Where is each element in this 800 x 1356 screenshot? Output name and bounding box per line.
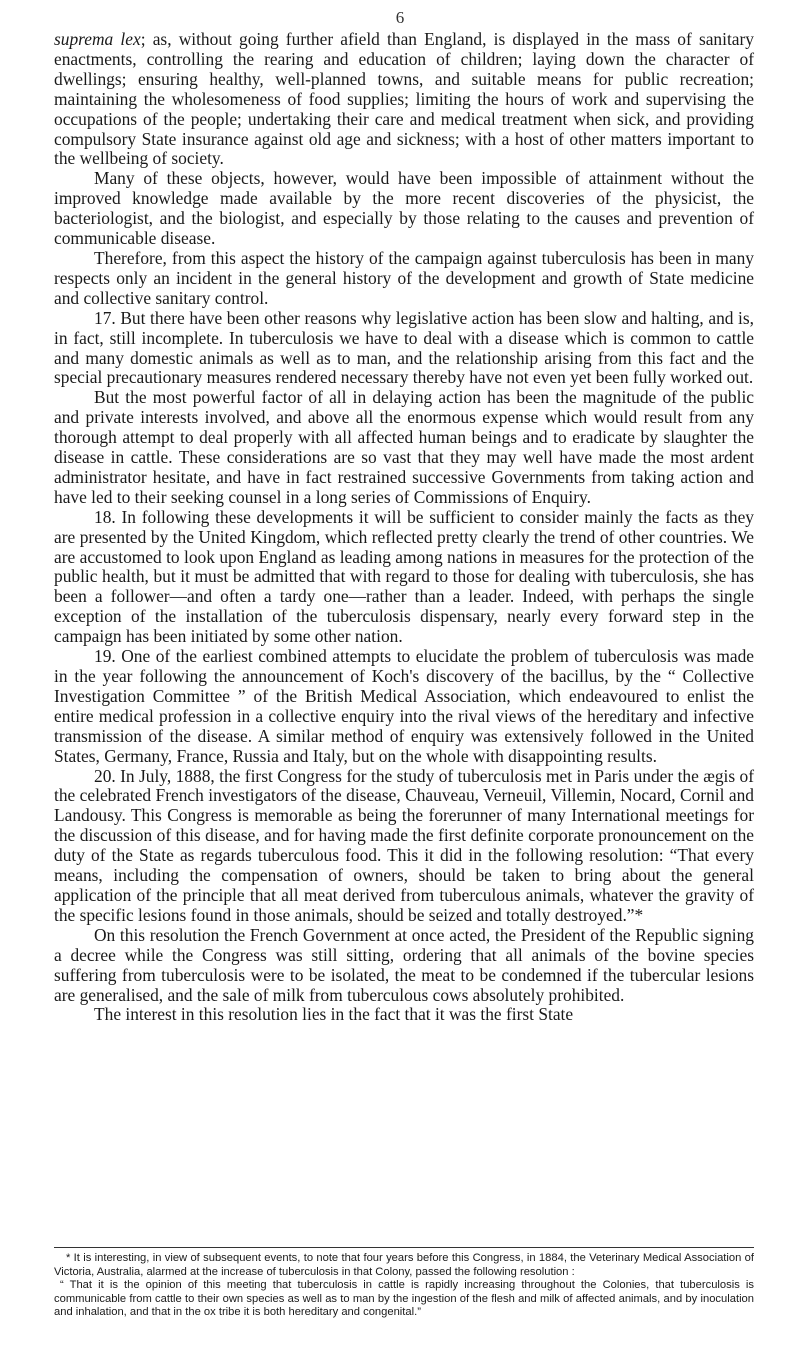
paragraph: On this resolution the French Government at once acted, the President of the Republic signing a decree while the Congress was still sitting, ordering that all animals of the bovine species suffering from tuberculosis were to be isolated, the meat to be condemned if the tubercular lesions are generalised, and the sale of milk from tuberculous cows absolutely prohibited. xyxy=(54,924,754,1005)
paragraph: 19. One of the earliest combined attempts to elucidate the problem of tuberculosis was made in the year following the announcement of Koch's discovery of the bacillus, by the “ Collective Investigation Committee ” of the British Medical Association, which endeavoured to enlist the entire medical profession in a collective enquiry into the rival views of the hereditary and infective transmission of the disease. A similar method of enquiry was extensively followed in the United States, Germany, France, Russia and Italy, but on the whole with disappointing results. xyxy=(54,646,754,766)
latin-phrase: suprema lex xyxy=(54,29,141,49)
paragraph: The interest in this resolution lies in the fact that it was the first State xyxy=(94,1004,574,1025)
paragraph: suprema lex; as, without going further afield than England, is displayed in the mass of sanitary enactments, controlling the rearing and education of children; laying down the character of dwellings; ensuring healthy, well-planned towns, and suitable means for public recreation; maintaining the wholesomeness of food supplies; limiting the hours of work and supervising the occupations of the people; undertaking their care and medical treatment when sick, and providing compulsory State insurance against old age and sickness; with a host of other matters important to the wellbeing of society. xyxy=(54,29,754,169)
paragraph: Therefore, from this aspect the history of the campaign against tuberculosis has been in many respects only an incident in the general history of the development and growth of State medicine and collective sanitary control. xyxy=(54,247,754,308)
footnote-quote: “ That it is the opinion of this meeting that tuberculosis in cattle is rapidly increasing throughout the Colonies, that tuberculosis is communicable from cattle to their own species as well as to man by the ingestion of the flesh and milk of affected animals, and by inoculation and inhalation, and that in the ox tribe it is both hereditary and congenital.” xyxy=(54,1279,754,1319)
body-text xyxy=(54,30,754,1025)
paragraph: 18. In following these developments it will be sufficient to consider mainly the facts as they are presented by the United Kingdom, which reflected pretty clearly the trend of other countries. We are accustomed to look upon England as leading among nations in measures for the protection of the public health, but it must be admitted that with regard to those for dealing with tuberculosis, she has been a follower—and often a tardy one—rather than a leader. Indeed, with perhaps the single exception of the installation of the tuberculosis dispensary, nearly every forward step in the campaign has been initiated by some other nation. xyxy=(54,506,754,647)
footnote xyxy=(54,1252,754,1320)
page-number: 6 xyxy=(395,8,405,27)
paragraph: 20. In July, 1888, the first Congress for the study of tuberculosis met in Paris under the ægis of the celebrated French investigators of the disease, Chauveau, Verneuil, Villemin, Nocard, Cornil and Landousy. This Congress is memorable as being the forerunner of many International meetings for the discussion of this disease, and for having made the first definite corporate pronouncement on the duty of the State as regards tuberculous food. This it did in the following resolution: “That every means, including the compensation of owners, should be taken to bring about the general application of the principle that all meat derived from tuberculous animals, whatever the gravity of the specific lesions found in those animals, should be seized and totally destroyed.”* xyxy=(54,765,754,925)
paragraph: 17. But there have been other reasons why legislative action has been slow and halting, and is, in fact, still incomplete. In tuberculosis we have to deal with a disease which is common to cattle and many domestic animals as well as to man, and the relationship arising from this fact and the special precautionary measures rendered necessary thereby have not even yet been fully worked out. xyxy=(54,307,754,388)
footnote-text: * It is interesting, in view of subsequent events, to note that four years before this Congress, in 1884, the Veterinary Medical Association of Victoria, Australia, alarmed at the increase of tuberculosis in that Colony, passed the following resolution : xyxy=(54,1252,754,1278)
footnote-divider xyxy=(54,1247,754,1248)
paragraph: Many of these objects, however, would have been impossible of attainment without the improved knowledge made available by the more recent discoveries of the physicist, the bacteriologist, and the biologist, and especially by those relating to the causes and prevention of communicable disease. xyxy=(54,168,754,249)
paragraph: But the most powerful factor of all in delaying action has been the magnitude of the public and private interests involved, and above all the enormous expense which would result from any thorough attempt to deal properly with all affected human beings and to eradicate by slaughter the disease in cattle. These considerations are so vast that they may well have made the most ardent administrator hesitate, and have in fact restrained successive Governments from taking action and have led to their seeking counsel in a long series of Commissions of Enquiry. xyxy=(54,387,754,507)
